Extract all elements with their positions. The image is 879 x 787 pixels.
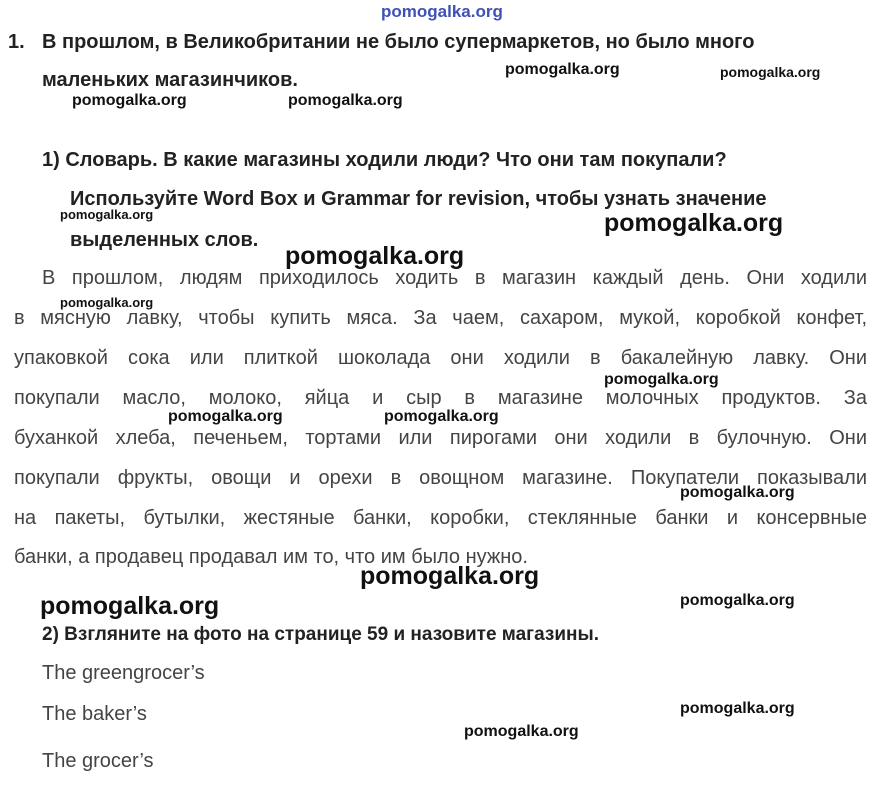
watermark: pomogalka.org	[384, 408, 499, 425]
watermark: pomogalka.org	[680, 700, 795, 717]
watermark: pomogalka.org	[288, 92, 403, 109]
watermark: pomogalka.org	[464, 723, 579, 740]
paragraph-line-2: в мясную лавку, чтобы купить мяса. За чаем, сахаром, мукой, коробкой конфет,	[14, 307, 867, 329]
watermark: pomogalka.org	[60, 295, 154, 310]
watermark: pomogalka.org	[60, 207, 154, 222]
header-watermark: pomogalka.org	[381, 2, 503, 21]
paragraph-line-5: буханкой хлеба, печеньем, тортами или пирогами они ходили в булочную. Они	[14, 427, 867, 449]
answer-3: The grocer’s	[42, 750, 154, 772]
exercise-title-line1: В прошлом, в Великобритании не было супермаркетов, но было много	[42, 31, 755, 53]
paragraph-line-3: упаковкой сока или плиткой шоколада они ходили в бакалейную лавку. Они	[14, 347, 867, 369]
watermark: pomogalka.org	[360, 562, 540, 590]
paragraph-line-8: банки, а продавец продавал им то, что им было нужно.	[14, 546, 528, 568]
paragraph-line-7: на пакеты, бутылки, жестяные банки, коробки, стеклянные банки и консервные	[14, 507, 867, 529]
watermark: pomogalka.org	[604, 371, 719, 388]
answer-2: The baker’s	[42, 703, 147, 725]
watermark: pomogalka.org	[168, 408, 283, 425]
paragraph-line-4: покупали масло, молоко, яйца и сыр в магазине молочных продуктов. За	[14, 387, 867, 409]
exercise-title-line2: маленьких магазинчиков.	[42, 69, 298, 91]
exercise-number: 1.	[8, 31, 25, 53]
watermark: pomogalka.org	[40, 592, 220, 620]
watermark: pomogalka.org	[285, 242, 465, 270]
watermark: pomogalka.org	[72, 92, 187, 109]
watermark: pomogalka.org	[505, 61, 620, 78]
task1-line1: 1) Словарь. В какие магазины ходили люди? Что они там покупали?	[42, 149, 727, 171]
paragraph-line-1: В прошлом, людям приходилось ходить в магазин каждый день. Они ходили	[42, 267, 867, 289]
paragraph-line-6: покупали фрукты, овощи и орехи в овощном магазине. Покупатели показывали	[14, 467, 867, 489]
answer-1: The greengrocer’s	[42, 662, 205, 684]
task1-line2: Используйте Word Box и Grammar for revision, чтобы узнать значение	[70, 188, 767, 210]
task2-title: 2) Взгляните на фото на странице 59 и назовите магазины.	[42, 624, 599, 645]
watermark: pomogalka.org	[680, 484, 795, 501]
watermark: pomogalka.org	[604, 209, 784, 237]
task1-line3: выделенных слов.	[70, 229, 259, 251]
watermark: pomogalka.org	[680, 592, 795, 609]
watermark: pomogalka.org	[720, 64, 821, 80]
